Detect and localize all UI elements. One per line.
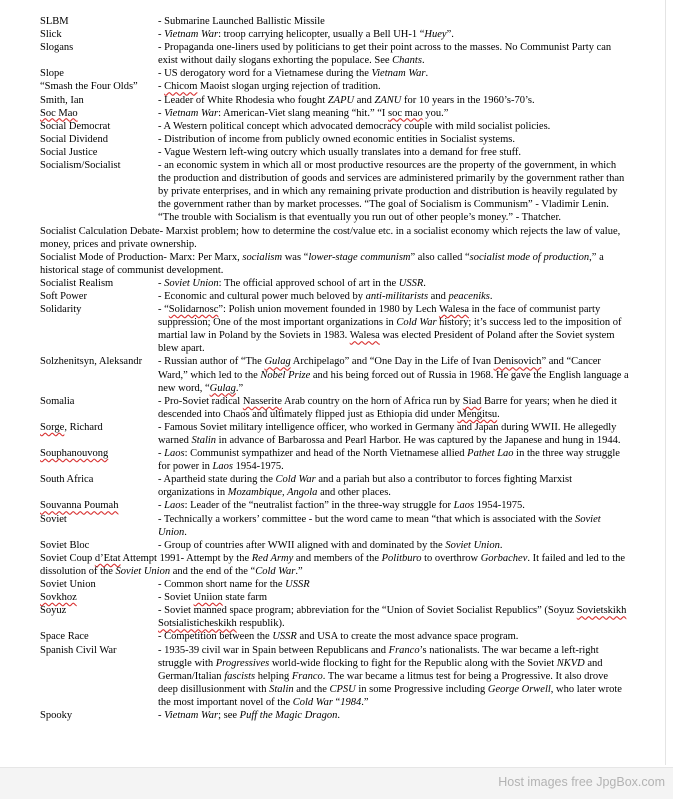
glossary-definition: - “Solidarnosc”: Polish union movement founded in 1980 by Lech Walesa in the face of communist party suppression; One of the most important organizations in Cold War history; it’s success led to the imposition of martial law in Poland by the Soviets in 1983. Walesa was elected President of Poland after the Soviet system blew apart. bbox=[158, 304, 622, 355]
glossary-definition: - 1935-39 civil war in Spain between Republicans and Franco’s nationalists. The war became a left-right struggle with Progressives world-wide flocking to fight for the Republic along with the Soviet NKVD and German/Italian fascists helping Franco. The war became a litmus test for being a Progressive. It also drove deep disillusionment with Stalin and the CPSU in some Progressive including George Orwell, who later wrote the most important novel of the Cold War “1984.” bbox=[158, 644, 622, 708]
glossary-term: Soyuz bbox=[40, 605, 67, 617]
glossary-term: Spooky bbox=[40, 709, 73, 721]
glossary-term: SLBM bbox=[40, 16, 69, 27]
glossary-term: Social Dividend bbox=[40, 133, 108, 145]
glossary-definition: - Vague Western left-wing outcry which usually translates into a demand for free stuff. bbox=[158, 146, 522, 158]
glossary-term: Soviet Bloc bbox=[40, 539, 90, 551]
glossary-term: Solzhenitsyn, Aleksandr bbox=[40, 356, 143, 368]
glossary-definition: - Apartheid state during the Cold War and a pariah but also a contributor to forces fighting Marxist organizations in Mozambique, Angola and other places. bbox=[158, 474, 572, 499]
glossary-definition: - Soviet Uniion state farm bbox=[158, 592, 268, 604]
glossary-term: Soft Power bbox=[40, 290, 87, 302]
glossary-definition: - Economic and cultural power much beloved by anti-militarists and peaceniks. bbox=[158, 290, 493, 302]
glossary-term: Soviet Coup d’Etat Attempt 1991 bbox=[40, 552, 181, 564]
glossary-term: Soviet bbox=[40, 513, 67, 525]
glossary-entry bbox=[40, 120, 630, 133]
glossary-definition: - US derogatory word for a Vietnamese during the Vietnam War. bbox=[158, 68, 429, 80]
glossary-entry bbox=[40, 539, 630, 552]
glossary-definition: - Attempt by the Red Army and members of the Politburo to overthrow Gorbachev. It failed and led to the dissolution of the Soviet Union and the end of the “Cold War.” bbox=[40, 552, 626, 577]
glossary-entry bbox=[40, 630, 630, 643]
glossary-definition: - Soviet manned space program; abbreviation for the “Union of Soviet Socialist Republics” (Soyuz Sovietskikh Sotsialisticheskikh respublik). bbox=[158, 605, 627, 630]
glossary-term: Socialist Calculation Debate bbox=[40, 225, 160, 237]
glossary-definition: - Laos: Leader of the “neutralist faction” in the three-way struggle for Laos 1954-1975. bbox=[158, 500, 525, 512]
glossary-entry bbox=[40, 604, 630, 630]
glossary-entry bbox=[40, 146, 630, 159]
footer-bar bbox=[0, 767, 673, 799]
glossary-term: Spanish Civil War bbox=[40, 644, 117, 656]
glossary-entry bbox=[40, 355, 630, 394]
glossary-term: Slick bbox=[40, 29, 62, 41]
glossary-entry bbox=[40, 290, 630, 303]
glossary-definition: - Russian author of “The Gulag Archipelago” and “One Day in the Life of Ivan Denisovich” and “Cancer Ward,” which led to the Nobel Prize and his being forced out of Russia in 1968. He gave the English language a new word, “Gulag.” bbox=[158, 356, 629, 394]
glossary-definition: - Common short name for the USSR bbox=[158, 579, 310, 591]
glossary-definition: - Leader of White Rhodesia who fought ZAPU and ZANU for 10 years in the 1960’s-70’s. bbox=[158, 94, 535, 106]
glossary-entry bbox=[40, 421, 630, 447]
glossary-term: Souphanouvong bbox=[40, 448, 109, 460]
glossary-entry bbox=[40, 251, 630, 277]
glossary-term: Social Justice bbox=[40, 146, 98, 158]
glossary-term: Sovkhoz bbox=[40, 592, 77, 604]
glossary-definition: - Technically a workers’ committee - but the word came to mean “that which is associated with the Soviet Union. bbox=[158, 513, 601, 538]
glossary-entry bbox=[40, 709, 630, 722]
glossary-entry bbox=[40, 94, 630, 107]
glossary-term: Soviet Union bbox=[40, 579, 96, 591]
glossary-entry bbox=[40, 28, 630, 41]
glossary-term: Socialist Mode of Production bbox=[40, 251, 164, 263]
glossary-definition: - Group of countries after WWII aligned with and dominated by the Soviet Union. bbox=[158, 539, 503, 551]
glossary-definition: - Marxist problem; how to determine the cost/value etc. in a socialist economy which rejects the law of value, money, prices and private ownership. bbox=[40, 225, 621, 250]
glossary-definition: - Competition between the USSR and USA to create the most advance space program. bbox=[158, 631, 519, 643]
glossary-entry bbox=[40, 473, 630, 499]
glossary-term: Smith, Ian bbox=[40, 94, 84, 106]
glossary-definition: - Vietnam War; see Puff the Magic Dragon. bbox=[158, 709, 340, 721]
glossary-definition: - an economic system in which all or most productive resources are the property of the government, in which the production and distribution of goods and services are administered primarily by the government rather than by private enterprises, and in which any remaining private production and distribution is heavily regulated by the government rather than by market processes. “The goal of Socialism is Communism” - Vladimir Lenin. “The trouble with Socialism is that eventually you run out of other people’s money.” - Thatcher. bbox=[158, 160, 625, 224]
glossary-entry bbox=[40, 447, 630, 473]
watermark-text: Host images free JpgBox.com bbox=[498, 775, 665, 789]
glossary-definition: - Submarine Launched Ballistic Missile bbox=[158, 16, 325, 27]
glossary-term: Space Race bbox=[40, 631, 89, 643]
glossary-definition: - Pro-Soviet radical Nasserite Arab country on the horn of Africa run by Siad Barre for years; when he died it descended into Chaos and ultimately flipped just as Ethiopia did under Mengitsu. bbox=[158, 395, 617, 420]
glossary-definition: - Marx: Per Marx, socialism was “lower-stage communism” also called “socialist mode of production,” a historical stage of communist development. bbox=[40, 251, 604, 276]
glossary-term: Sorge, Richard bbox=[40, 421, 103, 433]
glossary-definition: - A Western political concept which advocated democracy couple with mild socialist policies. bbox=[158, 120, 551, 132]
glossary-entry bbox=[40, 67, 630, 80]
glossary-term: Somalia bbox=[40, 395, 75, 407]
glossary-term: Soc Mao bbox=[40, 107, 78, 119]
glossary-definition: - Famous Soviet military intelligence officer, who worked in Germany and Japan during WWII. He allegedly warned Stalin in advance of Barbarossa and Pearl Harbor. He was captured by the Japanese and hung in 1944. bbox=[158, 421, 621, 446]
glossary-definition: - Vietnam War: troop carrying helicopter, usually a Bell UH-1 “Huey”. bbox=[158, 29, 454, 41]
glossary-entry bbox=[40, 303, 630, 355]
glossary-entry bbox=[40, 107, 630, 120]
glossary-definition: - Chicom Maoist slogan urging rejection of tradition. bbox=[158, 81, 381, 93]
glossary-term: Socialism/Socialist bbox=[40, 160, 121, 172]
glossary-entry bbox=[40, 578, 630, 591]
glossary-term: “Smash the Four Olds” bbox=[40, 81, 138, 93]
glossary-entry bbox=[40, 552, 630, 578]
glossary-entry bbox=[40, 644, 630, 709]
glossary-entry bbox=[40, 15, 630, 28]
glossary-term: Social Democrat bbox=[40, 120, 111, 132]
glossary-term: Socialist Realism bbox=[40, 277, 114, 289]
glossary-definition: - Laos: Communist sympathizer and head of the North Vietnamese allied Pathet Lao in the three way struggle for power in Laos 1954-1975. bbox=[158, 448, 620, 473]
glossary-term: Souvanna Poumah bbox=[40, 500, 119, 512]
glossary-term: Slogans bbox=[40, 42, 74, 54]
glossary-term: Solidarity bbox=[40, 304, 82, 316]
glossary-term: Slope bbox=[40, 68, 64, 80]
glossary-definition: - Vietnam War: American-Viet slang meaning “hit.” “I soc mao you.” bbox=[158, 107, 449, 119]
glossary-entry bbox=[40, 591, 630, 604]
glossary-definition: - Propaganda one-liners used by politicians to get their point across to the masses. No Communist Party can exist without daily slogans exhorting the populace. See Chants. bbox=[158, 42, 612, 67]
glossary-entry bbox=[40, 395, 630, 421]
glossary-term: South Africa bbox=[40, 474, 94, 486]
glossary-definition: - Soviet Union: The official approved school of art in the USSR. bbox=[158, 277, 426, 289]
glossary-entry bbox=[40, 159, 630, 224]
glossary-entry bbox=[40, 499, 630, 512]
glossary-entry bbox=[40, 225, 630, 251]
glossary-entry bbox=[40, 41, 630, 67]
glossary-entry bbox=[40, 133, 630, 146]
glossary-entry bbox=[40, 277, 630, 290]
glossary-list bbox=[40, 15, 630, 722]
glossary-entry bbox=[40, 513, 630, 539]
glossary-entry bbox=[40, 80, 630, 93]
glossary-definition: - Distribution of income from publicly owned economic entities in Socialist systems. bbox=[158, 133, 515, 145]
